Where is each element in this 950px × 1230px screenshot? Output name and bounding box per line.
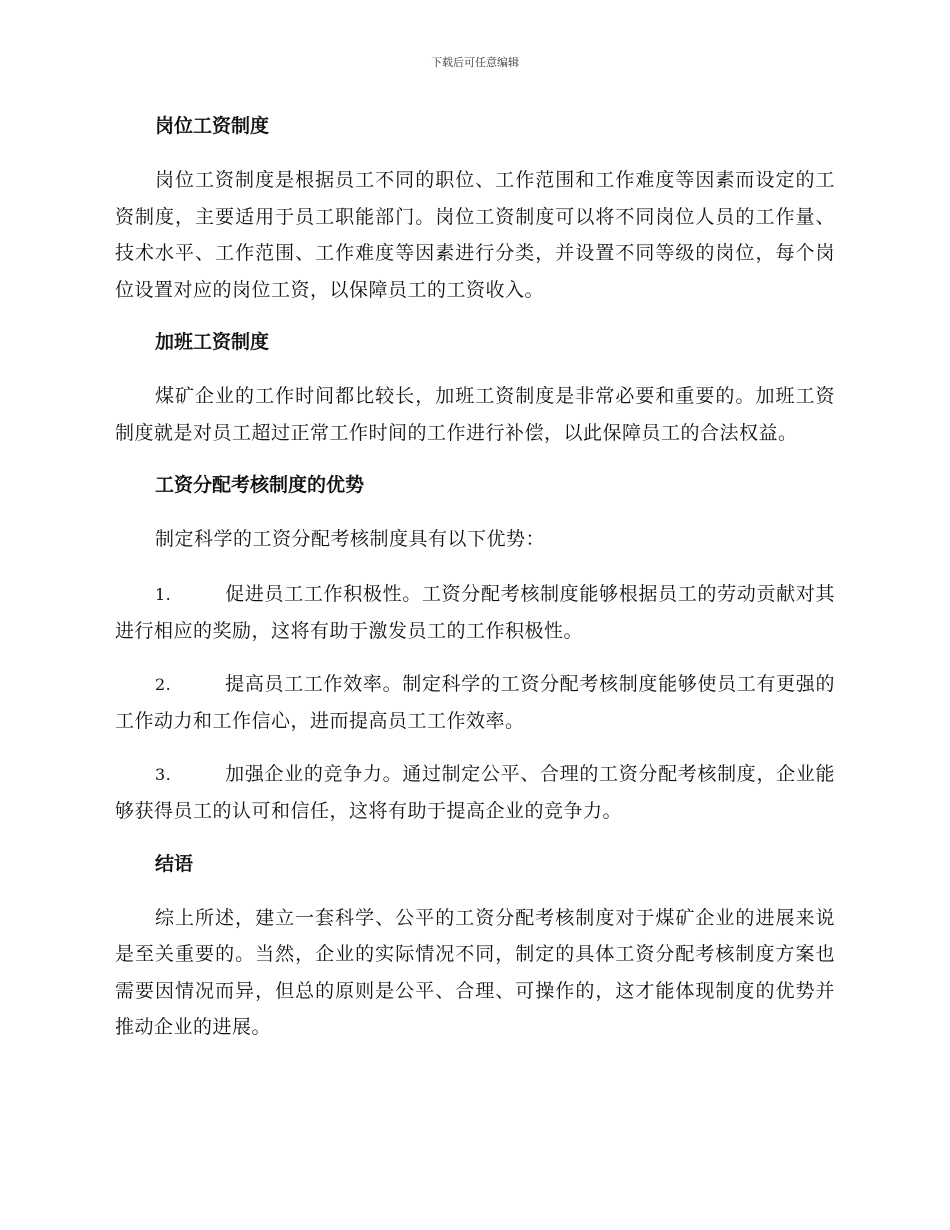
- list-item-text: 加强企业的竞争力。通过制定公平、合理的工资分配考核制度，企业能够获得员工的认可和信任，这将有助于提高企业的竞争力。: [115, 762, 835, 822]
- list-item: [115, 666, 835, 740]
- list-item: [115, 576, 835, 650]
- list-item-text: 提高员工工作效率。制定科学的工资分配考核制度能够使员工有更强的工作动力和工作信心，进而提高员工工作效率。: [115, 672, 835, 732]
- list-item-number: 1.: [155, 584, 172, 604]
- list-item: [115, 756, 835, 830]
- list-item-number: 2.: [155, 674, 172, 694]
- section-heading-advantages: 工资分配考核制度的优势: [155, 474, 365, 496]
- section-heading-position-wage: 岗位工资制度: [155, 115, 270, 137]
- section-paragraph-position-wage: 岗位工资制度是根据员工不同的职位、工作范围和工作难度等因素而设定的工资制度，主要适用于员工职能部门。岗位工资制度可以将不同岗位人员的工作量、技术水平、工作范围、工作难度等因素进行分类，并设置不同等级的岗位，每个岗位设置对应的岗位工资，以保障员工的工资收入。: [115, 169, 835, 301]
- section-heading-conclusion: 结语: [155, 852, 194, 875]
- section-heading-overtime-wage: 加班工资制度: [155, 331, 270, 353]
- header-note: 下载后可任意编辑: [431, 56, 519, 69]
- section-paragraph-conclusion: 综上所述，建立一套科学、公平的工资分配考核制度对于煤矿企业的进展来说是至关重要的。当然，企业的实际情况不同，制定的具体工资分配考核制度方案也需要因情况而异，但总的原则是公平、合理、可操作的，这才能体现制度的优势并推动企业的进展。: [115, 906, 835, 1038]
- section-paragraph-overtime-wage: 煤矿企业的工作时间都比较长，加班工资制度是非常必要和重要的。加班工资制度就是对员工超过正常工作时间的工作进行补偿，以此保障员工的合法权益。: [115, 385, 835, 444]
- list-item-text: 促进员工工作积极性。工资分配考核制度能够根据员工的劳动贡献对其进行相应的奖励，这将有助于激发员工的工作积极性。: [115, 582, 835, 642]
- section-paragraph-advantages-intro: 制定科学的工资分配考核制度具有以下优势：: [155, 528, 546, 550]
- list-item-number: 3.: [155, 764, 172, 784]
- document-body: [115, 108, 835, 1062]
